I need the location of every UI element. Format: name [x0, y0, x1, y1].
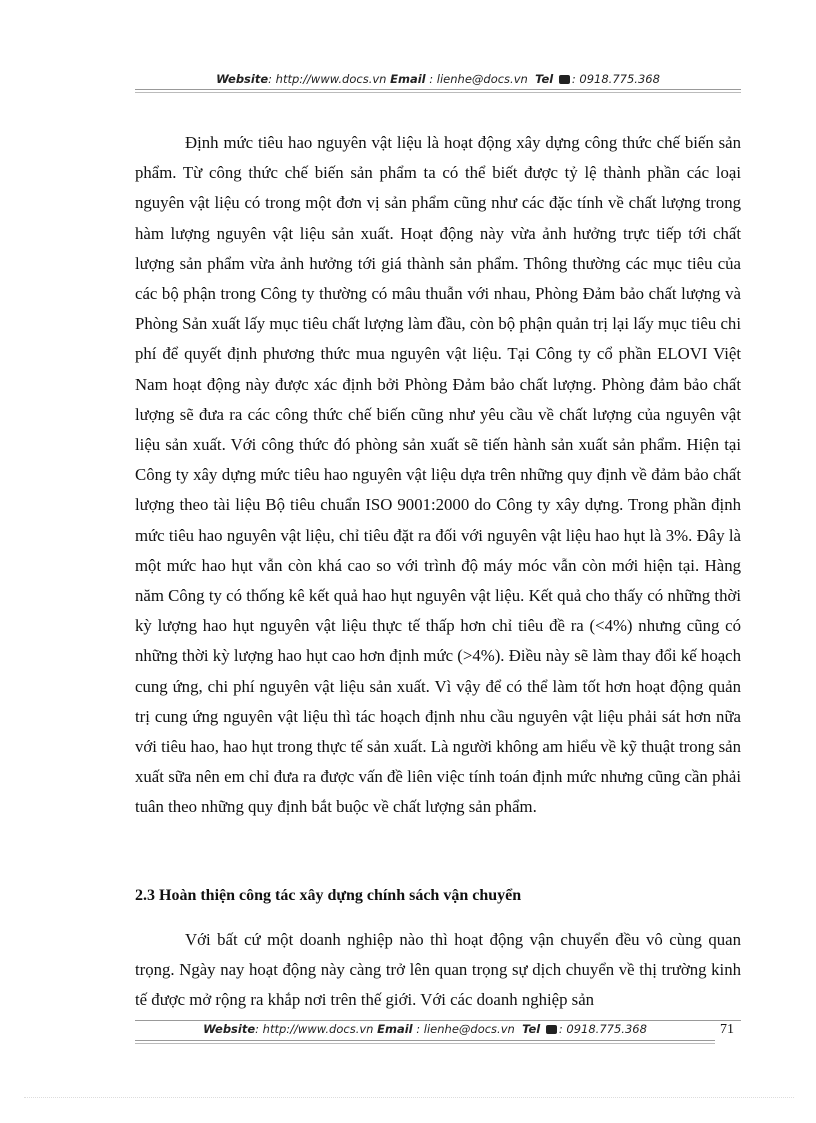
page-number: 71	[720, 1022, 734, 1037]
footer-tel-value: : 0918.775.368	[558, 1022, 647, 1036]
footer-tel-label: Tel	[522, 1022, 541, 1036]
email-value: : lienhe@docs.vn	[429, 72, 528, 86]
footer-rule	[135, 1040, 715, 1041]
page-footer	[135, 1022, 715, 1036]
tel-value: : 0918.775.368	[571, 72, 660, 86]
paragraph-2: Với bất cứ một doanh nghiệp nào thì hoạt động vận chuyển đều vô cùng quan trọng. Ngày nay hoạt động này càng trở lên quan trọng sự dịch chuyển về thị trường kinh tế được mở rộng ra khắp nơi trên thế giới. Với các doanh nghiệp sản	[135, 930, 741, 1010]
body-section-1	[135, 128, 741, 823]
header-rule	[135, 89, 741, 90]
header-rule-secondary	[135, 92, 741, 93]
footer-email-value: : lienhe@docs.vn	[416, 1022, 515, 1036]
website-label: Website	[216, 72, 269, 86]
paragraph-1: Định mức tiêu hao nguyên vật liệu là hoạt động xây dựng công thức chế biến sản phẩm. Từ công thức chế biến sản phẩm ta có thể biết được tỷ lệ thành phần các loại nguyên vật liệu có trong một đơn vị sản phẩm cũng như các đặc tính về chất lượng trong hàm lượng nguyên vật liệu sản xuất. Hoạt động này vừa ảnh hưởng trực tiếp tới chất lượng sản phẩm vừa ảnh hưởng tới giá thành sản phẩm. Thông thường các mục tiêu của các bộ phận trong Công ty thường có mâu thuẫn với nhau, Phòng Đảm bảo chất lượng và Phòng Sản xuất lấy mục tiêu chất lượng làm đầu, còn bộ phận quản trị lại lấy mục tiêu chi phí để quyết định phương thức mua nguyên vật liệu. Tại Công ty cổ phần ELOVI Việt Nam hoạt động này được xác định bởi Phòng Đảm bảo chất lượng. Phòng đảm bảo chất lượng sẽ đưa ra các công thức chế biến cũng như yêu cầu về chất lượng của nguyên vật liệu sản xuất. Với công thức đó phòng sản xuất sẽ tiến hành sản xuất sản phẩm. Hiện tại Công ty xây dựng mức tiêu hao nguyên vật liệu dựa trên những quy định về đảm bảo chất lượng theo tài liệu Bộ tiêu chuẩn ISO 9001:2000 do Công ty xây dựng. Trong phần định mức tiêu hao nguyên vật liệu, chỉ tiêu đặt ra đối với nguyên vật liệu hao hụt là 3%. Đây là một mức hao hụt vẫn còn khá cao so với trình độ máy móc vẫn còn mới hiện tại. Hàng năm Công ty có thống kê kết quả hao hụt nguyên vật liệu. Kết quả cho thấy có những thời kỳ lượng hao hụt nguyên vật liệu thực tế thấp hơn chỉ tiêu đề ra (<4%) nhưng cũng có những thời kỳ lượng hao hụt cao hơn định mức (>4%). Điều này sẽ làm thay đổi kế hoạch cung ứng, chi phí nguyên vật liệu sản xuất. Vì vậy để có thể làm tốt hơn hoạt động quản trị cung ứng nguyên vật liệu thì tác hoạch định nhu cầu nguyên vật liệu phải sát hơn nữa với tiêu hao, hao hụt trong thực tế sản xuất. Là người không am hiểu về kỹ thuật trong sản xuất sữa nên em chỉ đưa ra được vấn đề liên việc tính toán định mức nhưng cũng cần phải tuân theo những quy định bắt buộc về chất lượng sản phẩm.	[135, 133, 741, 817]
footer-phone-icon	[546, 1025, 557, 1034]
phone-icon	[559, 75, 570, 84]
email-label: Email	[390, 72, 426, 86]
page-edge-dotted-line	[24, 1097, 794, 1098]
body-section-2	[135, 925, 741, 1016]
footer-website-label: Website	[203, 1022, 256, 1036]
footer-rule-top	[135, 1020, 741, 1021]
footer-email-label: Email	[377, 1022, 413, 1036]
footer-website-url: : http://www.docs.vn	[255, 1022, 374, 1036]
section-heading: 2.3 Hoàn thiện công tác xây dựng chính sách vận chuyển	[135, 887, 522, 904]
tel-label: Tel	[535, 72, 554, 86]
page-header	[135, 72, 741, 86]
footer-rule-secondary	[135, 1043, 715, 1044]
website-url: : http://www.docs.vn	[268, 72, 387, 86]
